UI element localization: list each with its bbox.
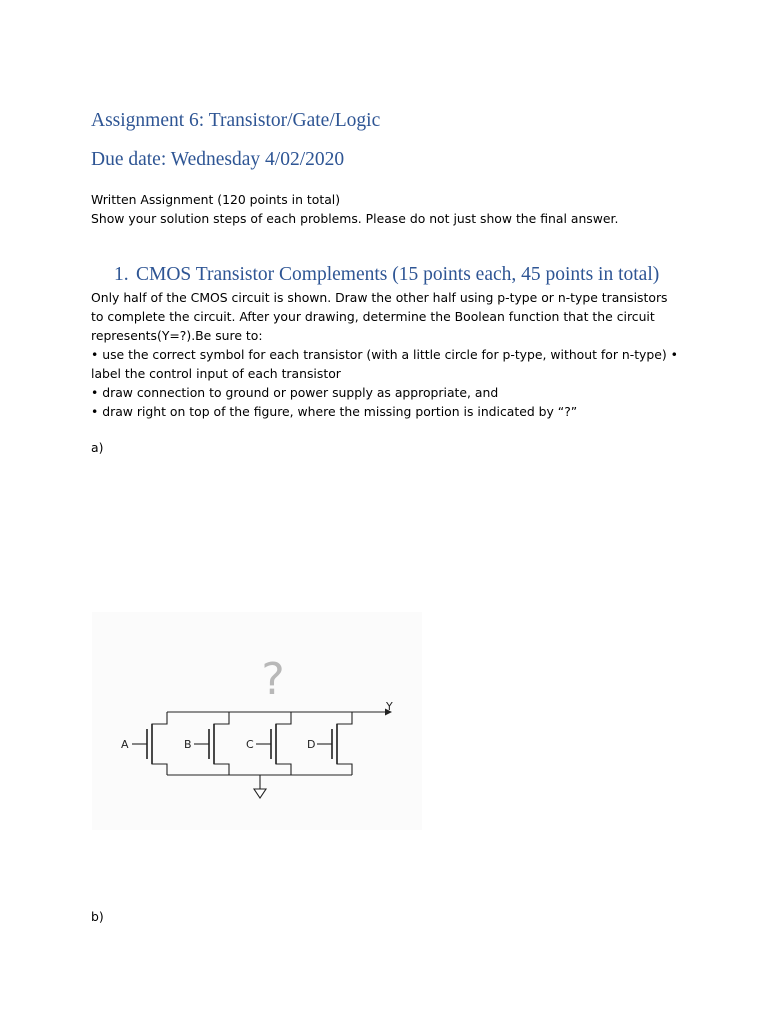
due-date: Due date: Wednesday 4/02/2020	[91, 149, 345, 170]
instruction-line: • draw connection to ground or power supply as appropriate, and	[91, 385, 499, 400]
input-label-b: B	[184, 738, 192, 751]
section-number: 1.	[114, 264, 129, 285]
transistor-b	[194, 712, 229, 775]
intro-line: Show your solution steps of each problems. Please do not just show the final answer.	[91, 211, 619, 226]
ground-icon	[254, 789, 266, 798]
instruction-line: Only half of the CMOS circuit is shown. Draw the other half using p-type or n-type transistors	[91, 290, 668, 305]
circuit-diagram	[92, 612, 422, 830]
transistor-d	[317, 712, 352, 775]
input-label-c: C	[246, 738, 254, 751]
intro-text	[91, 190, 691, 228]
instruction-line: label the control input of each transistor	[91, 366, 341, 381]
section-title: CMOS Transistor Complements (15 points each, 45 points in total)	[136, 264, 660, 285]
input-label-d: D	[307, 738, 316, 751]
instruction-line: represents(Y=?).Be sure to:	[91, 328, 263, 343]
missing-portion-mark: ?	[261, 654, 285, 705]
instruction-line: • draw right on top of the figure, where the missing portion is indicated by “?”	[91, 404, 578, 419]
instruction-line: to complete the circuit. After your drawing, determine the Boolean function that the circuit	[91, 309, 655, 324]
transistor-c	[256, 712, 291, 775]
transistor-a	[132, 712, 167, 775]
cmos-circuit-figure	[92, 612, 422, 830]
instruction-line: • use the correct symbol for each transistor (with a little circle for p-type, without for n-type) •	[91, 347, 678, 362]
instructions	[91, 288, 691, 421]
part-a-label: a)	[91, 440, 104, 455]
input-label-a: A	[121, 738, 129, 751]
section-heading	[114, 264, 659, 286]
assignment-title: Assignment 6: Transistor/Gate/Logic	[91, 110, 381, 131]
output-label: Y	[386, 700, 393, 713]
intro-line: Written Assignment (120 points in total)	[91, 192, 341, 207]
part-b-label: b)	[91, 909, 104, 924]
